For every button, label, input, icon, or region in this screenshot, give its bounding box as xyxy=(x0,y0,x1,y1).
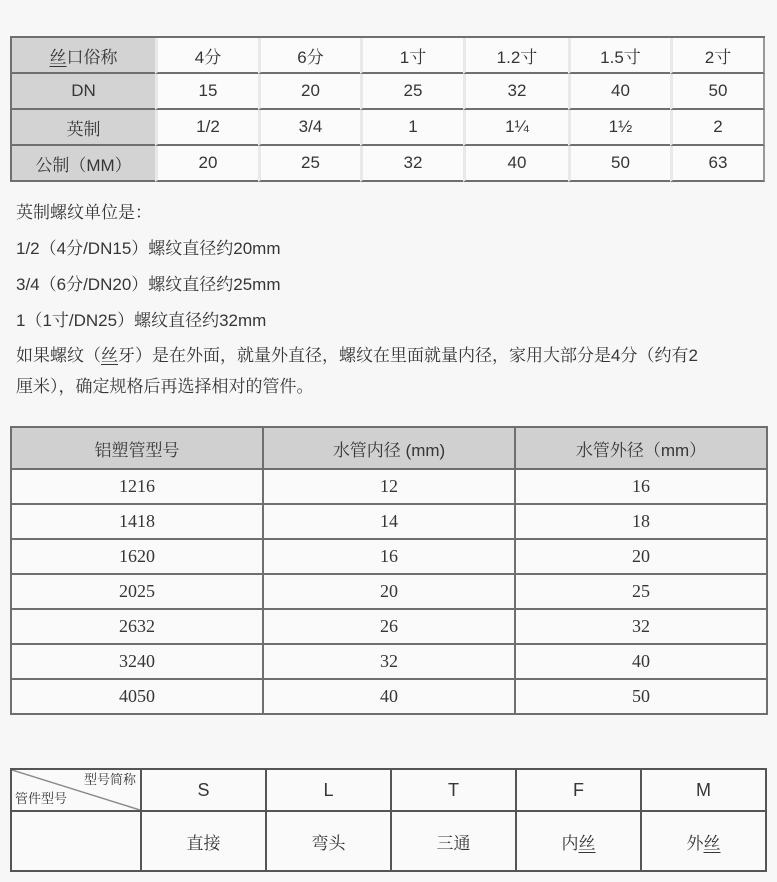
table-cell: 40 xyxy=(568,74,670,110)
row-header: 英制 xyxy=(10,110,155,146)
table-cell: 3/4 xyxy=(258,110,360,146)
table-cell: 1.5寸 xyxy=(568,38,670,74)
code-cell: L xyxy=(266,769,391,811)
notes-line: 1（1寸/DN25）螺纹直径约32mm xyxy=(16,311,267,330)
table-cell: 1寸 xyxy=(360,38,463,74)
name-cell: 外丝 xyxy=(641,811,766,871)
table-cell: 25 xyxy=(515,574,767,609)
table-cell: 20 xyxy=(263,574,515,609)
row-header: 公制（MM） xyxy=(10,146,155,182)
table-row xyxy=(10,146,765,182)
table-cell: 26 xyxy=(263,609,515,644)
table-cell: 25 xyxy=(258,146,360,182)
table-cell: 1/2 xyxy=(155,110,258,146)
table-cell: 2025 xyxy=(11,574,263,609)
measure-paragraph xyxy=(16,340,768,402)
table-cell: 2 xyxy=(670,110,765,146)
table-row xyxy=(11,679,767,714)
notes-line: 3/4（6分/DN20）螺纹直径约25mm xyxy=(16,275,281,294)
code-cell: M xyxy=(641,769,766,811)
table-cell: 2寸 xyxy=(670,38,765,74)
table-cell: 16 xyxy=(515,469,767,504)
table-row xyxy=(11,574,767,609)
table-cell: 32 xyxy=(515,609,767,644)
table-header-row xyxy=(11,769,766,811)
paragraph-line: 厘米），确定规格后再选择相对的管件。 xyxy=(16,377,314,396)
fitting-code-table xyxy=(10,768,767,872)
table-cell: 32 xyxy=(263,644,515,679)
table-cell: 1½ xyxy=(568,110,670,146)
table-cell: 32 xyxy=(463,74,568,110)
table-row xyxy=(11,504,767,539)
name-cell: 三通 xyxy=(391,811,516,871)
column-header: 水管外径（mm） xyxy=(515,427,767,469)
empty-cell xyxy=(11,811,141,871)
table-cell: 40 xyxy=(463,146,568,182)
table-cell: 6分 xyxy=(258,38,360,74)
table-header-row xyxy=(11,427,767,469)
column-header: 水管内径 (mm) xyxy=(263,427,515,469)
name-cell: 直接 xyxy=(141,811,266,871)
table-cell: 40 xyxy=(263,679,515,714)
table-cell: 4050 xyxy=(11,679,263,714)
table-cell: 3240 xyxy=(11,644,263,679)
notes-line: 1/2（4分/DN15）螺纹直径约20mm xyxy=(16,239,281,258)
thread-size-table xyxy=(10,36,765,182)
table-cell: 18 xyxy=(515,504,767,539)
table-cell: 50 xyxy=(670,74,765,110)
diagonal-header-cell xyxy=(11,769,141,811)
table-cell: 15 xyxy=(155,74,258,110)
table-cell: 32 xyxy=(360,146,463,182)
corner-label-top: 型号简称 xyxy=(83,772,136,787)
table-cell: 20 xyxy=(258,74,360,110)
row-header: DN xyxy=(10,74,155,110)
thread-notes xyxy=(16,202,281,346)
table-cell: 1.2寸 xyxy=(463,38,568,74)
code-cell: S xyxy=(141,769,266,811)
table-cell: 2632 xyxy=(11,609,263,644)
table-cell: 4分 xyxy=(155,38,258,74)
table-cell: 25 xyxy=(360,74,463,110)
table-cell: 63 xyxy=(670,146,765,182)
table-cell: 1¼ xyxy=(463,110,568,146)
corner-label-bottom: 管件型号 xyxy=(15,791,68,806)
paragraph-line: 如果螺纹（丝牙）是在外面，就量外直径，螺纹在里面就量内径，家用大部分是4分（约有2 xyxy=(16,346,698,365)
table-row xyxy=(11,469,767,504)
table-row xyxy=(11,609,767,644)
table-cell: 20 xyxy=(515,539,767,574)
name-cell: 内丝 xyxy=(516,811,641,871)
table-cell: 20 xyxy=(155,146,258,182)
pipe-size-table xyxy=(10,426,768,715)
table-cell: 1620 xyxy=(11,539,263,574)
table-cell: 50 xyxy=(515,679,767,714)
table-cell: 14 xyxy=(263,504,515,539)
table-cell: 12 xyxy=(263,469,515,504)
table-row xyxy=(10,38,765,74)
name-cell: 弯头 xyxy=(266,811,391,871)
notes-line: 英制螺纹单位是： xyxy=(16,203,152,222)
column-header: 铝塑管型号 xyxy=(11,427,263,469)
code-cell: T xyxy=(391,769,516,811)
table-row xyxy=(11,644,767,679)
table-cell: 40 xyxy=(515,644,767,679)
table-row xyxy=(11,811,766,871)
table-cell: 16 xyxy=(263,539,515,574)
table-row xyxy=(11,539,767,574)
table-cell: 50 xyxy=(568,146,670,182)
table-cell: 1216 xyxy=(11,469,263,504)
row-header: 丝口俗称 xyxy=(10,38,155,74)
table-row xyxy=(10,110,765,146)
code-cell: F xyxy=(516,769,641,811)
table-row xyxy=(10,74,765,110)
table-cell: 1418 xyxy=(11,504,263,539)
table-cell: 1 xyxy=(360,110,463,146)
